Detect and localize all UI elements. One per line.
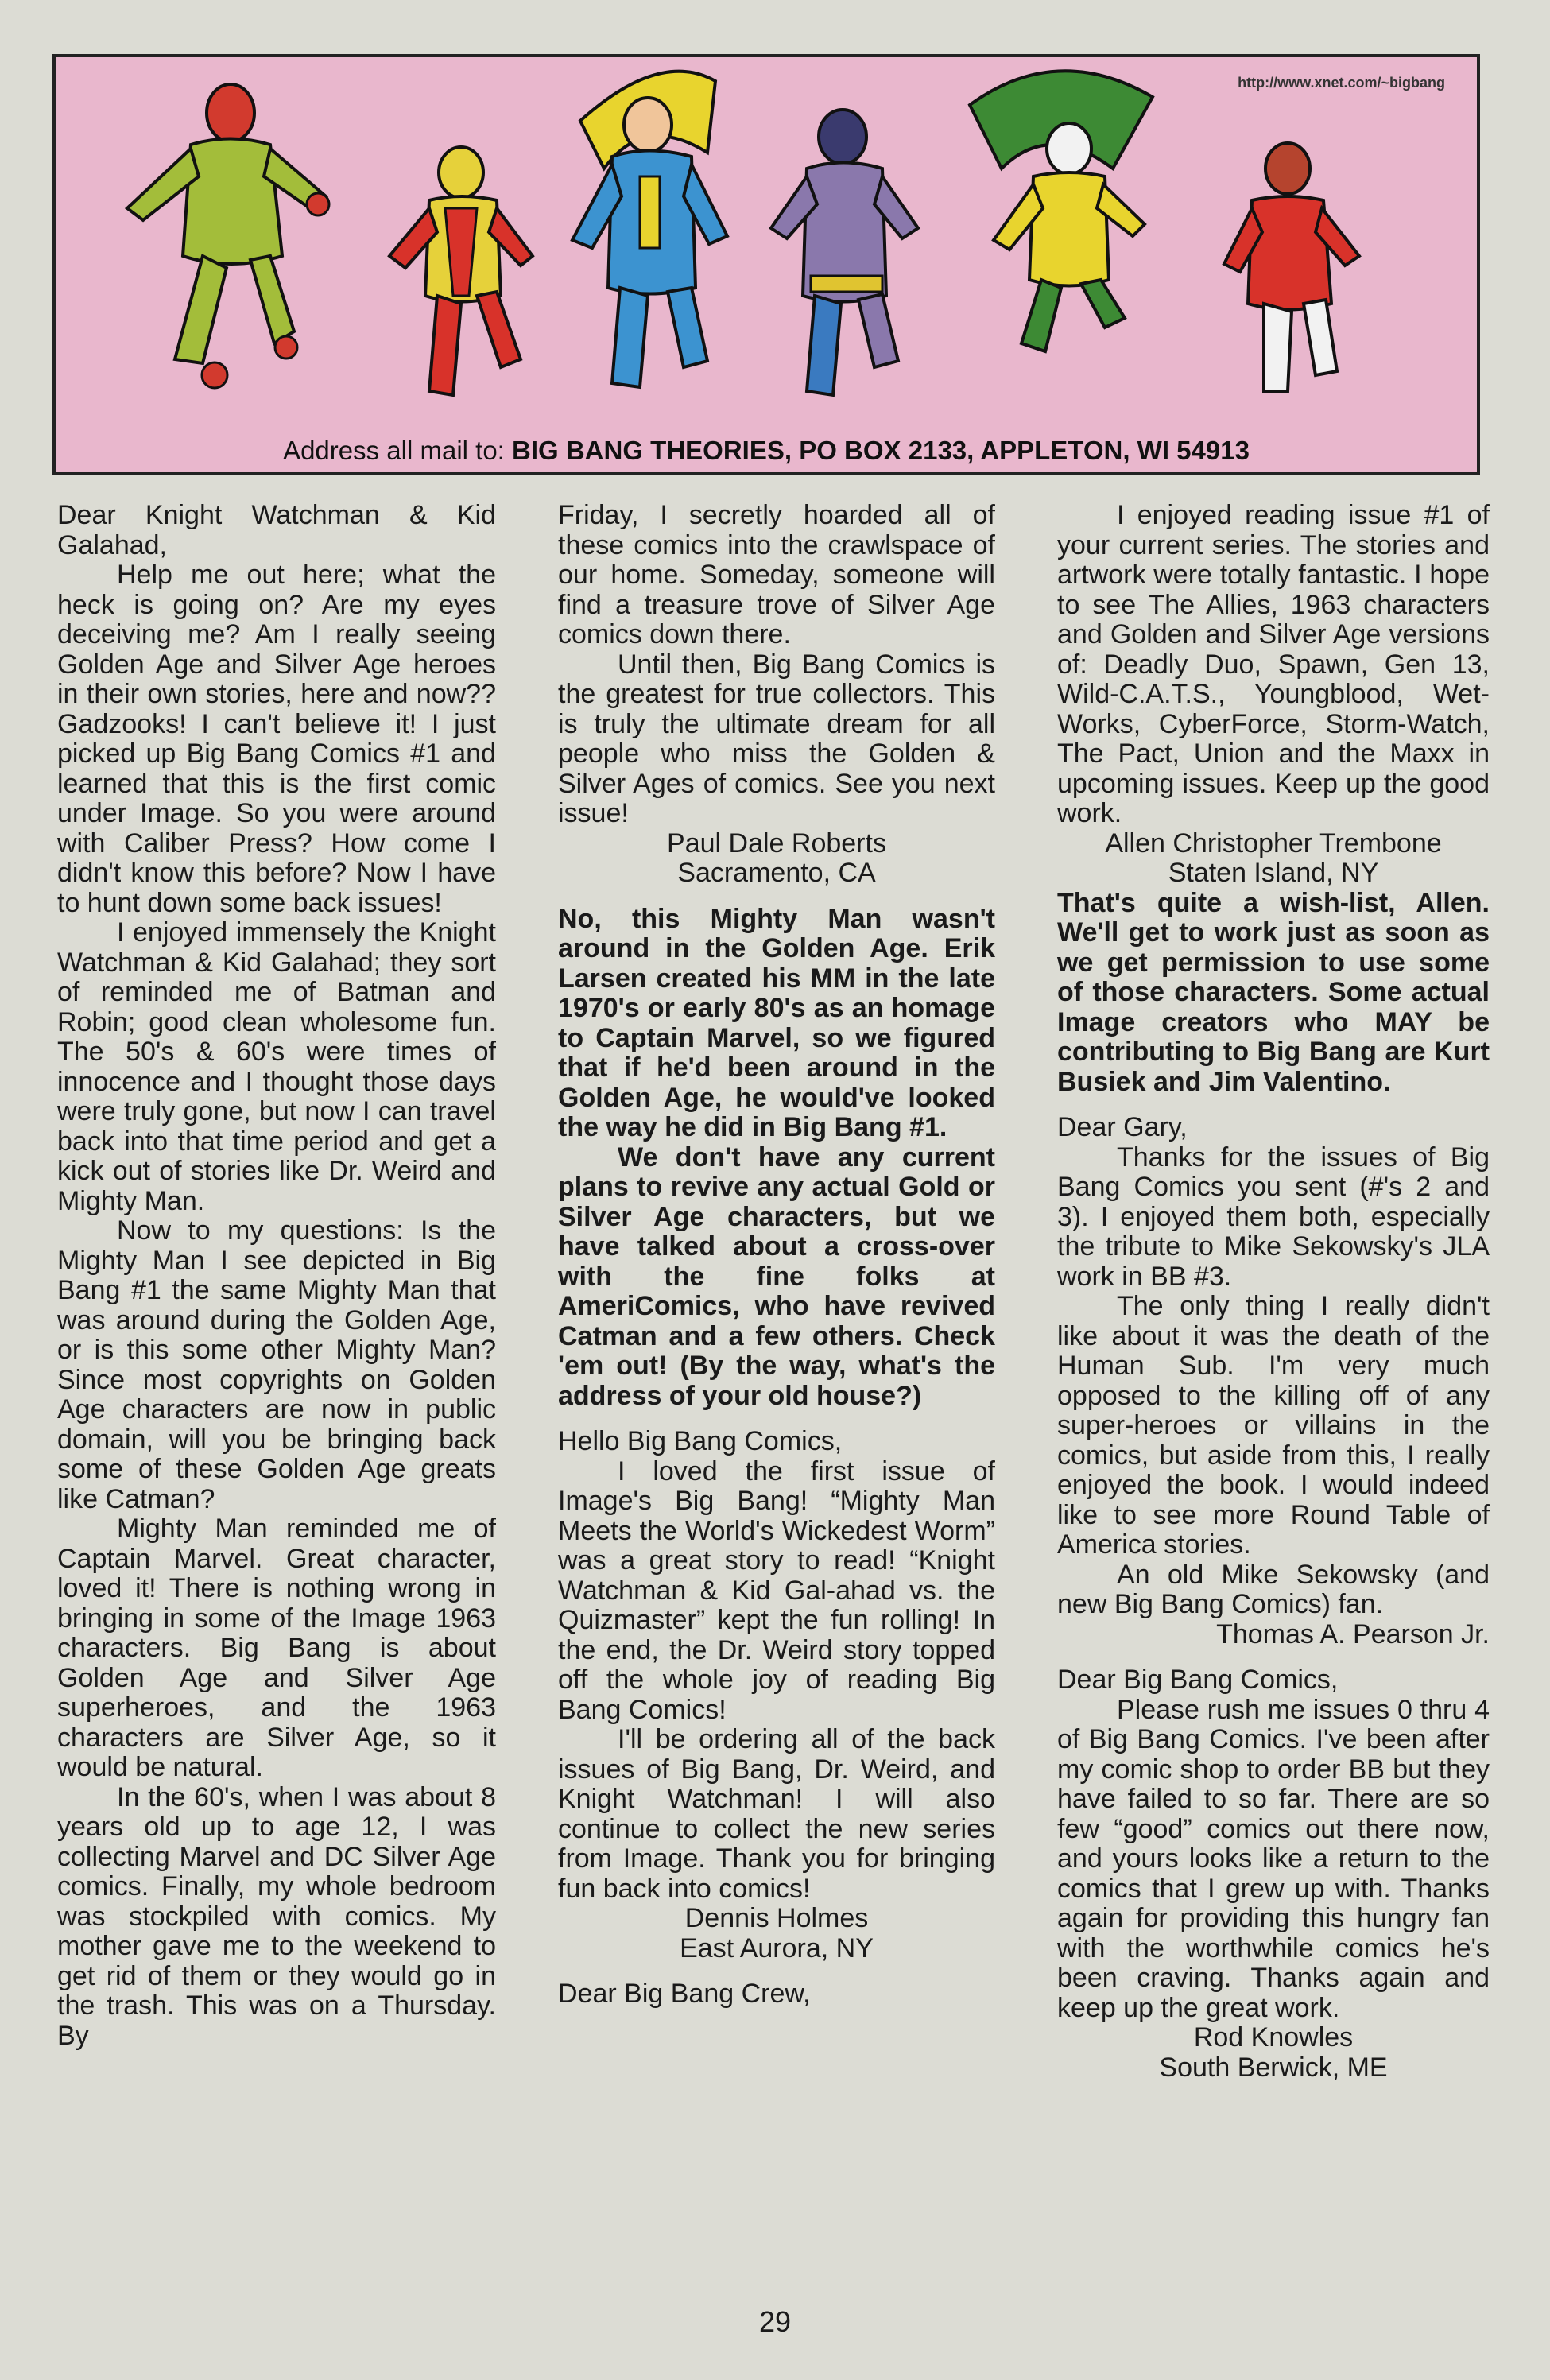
letter-signature: Paul Dale Roberts	[667, 828, 886, 859]
hero-purple-masked	[771, 110, 918, 395]
hero-blue-yellow-cape	[572, 72, 727, 387]
address-label: Address all mail to:	[283, 436, 505, 465]
letter-location: Staten Island, NY	[1168, 858, 1379, 888]
editor-response: No, this Mighty Man wasn't around in the Golden Age. Erik Larsen created his MM in the late 1970's or early 80's as an homage to Captain Marvel, so we figured that if he'd been around in the Golden Age, he would've looked the way he did in Big Bang #1.	[558, 903, 995, 1142]
letter-paragraph: Friday, I secretly hoarded all of these comics into the crawlspace of our home. Someday, someone will find a treasure trove of Silver Age comics down there.	[558, 500, 995, 649]
letter-paragraph: Please rush me issues 0 thru 4 of Big Bang Comics. I've been after my comic shop to order BB but they have failed to so far. There are so few “good” comics out there now, and yours looks like a return to the comics that I grew up with. Thanks again for providing this hungry fan with the worthwhile comics he's been craving. Thanks again and keep up the great work.	[1057, 1694, 1490, 2023]
heroes-illustration	[56, 57, 1477, 407]
letter-location: Sacramento, CA	[677, 858, 876, 888]
banner-url: http://www.xnet.com/~bigbang	[1238, 75, 1445, 91]
letter-signature: Dennis Holmes	[684, 1903, 869, 1933]
page-number: 29	[758, 2305, 792, 2338]
letter-paragraph: Mighty Man reminded me of Captain Marvel. Great character, loved it! There is nothing wrong in bringing in some of the Image 1963 characters. Big Bang is about Golden Age and Silver Age superheroes, and the 1963 characters are Silver Age, so it would be natural.	[57, 1514, 496, 1782]
letter-paragraph: I enjoyed immensely the Knight Watchman & Kid Galahad; they sort of reminded me of Batman and Robin; good clean wholesome fun. The 50's & 60's were times of innocence and I thought those days were truly gone, but now I can travel back into that time period and get a kick out of stories like Dr. Weird and Mighty Man.	[57, 917, 496, 1216]
letter-paragraph: I loved the first issue of Image's Big Bang! “Mighty Man Meets the World's Wickedest Worm” was a great story to read! “Knight Watchman & Kid Gal-ahad vs. the Quizmaster” kept the fun rolling! In the end, the Dr. Weird story topped off the whole joy of reading Big Bang Comics!	[558, 1456, 995, 1725]
letter-salutation: Dear Gary,	[1057, 1112, 1188, 1142]
editor-response: That's quite a wish-list, Allen. We'll get to work just as soon as we get permission to use some of those characters. Some actual Image creators who MAY be contributing to Big Bang are Kurt Busiek and Jim Valentino.	[1057, 887, 1490, 1097]
letters-column-1	[57, 501, 496, 2051]
address-value: BIG BANG THEORIES, PO BOX 2133, APPLETON, WI 54913	[512, 436, 1250, 465]
letter-signature: Rod Knowles	[1193, 2022, 1354, 2052]
letter-salutation: Dear Knight Watchman & Kid Galahad,	[57, 500, 496, 560]
letter-location: South Berwick, ME	[1159, 2052, 1388, 2083]
letter-paragraph: Thanks for the issues of Big Bang Comics you sent (#'s 2 and 3). I enjoyed them both, especially the tribute to Mike Sekowsky's JLA work in BB #3.	[1057, 1142, 1490, 1292]
letter-salutation: Hello Big Bang Comics,	[558, 1426, 843, 1456]
letters-column-3	[1057, 501, 1490, 2083]
letter-paragraph: Until then, Big Bang Comics is the greatest for true collectors. This is truly the ultimate dream for all people who miss the Golden & Silver Ages of comics. See you next issue!	[558, 649, 995, 828]
letters-banner	[52, 54, 1480, 475]
letter-salutation: Dear Big Bang Crew,	[558, 1979, 811, 2009]
letter-signature: Thomas A. Pearson Jr.	[1216, 1618, 1490, 1649]
hero-red-heroine	[1224, 143, 1359, 391]
letter-paragraph: An old Mike Sekowsky (and new Big Bang Comics) fan.	[1057, 1559, 1490, 1619]
letter-signature: Allen Christopher Trembone	[1105, 828, 1442, 859]
letter-salutation: Dear Big Bang Comics,	[1057, 1665, 1339, 1695]
hero-red-yellow	[389, 147, 533, 395]
letter-location: East Aurora, NY	[680, 1932, 874, 1963]
letters-column-2	[558, 501, 995, 2010]
letter-paragraph: Now to my questions: Is the Mighty Man I see depicted in Big Bang #1 the same Mighty Man that was around during the Golden Age, or is this some other Mighty Man? Since most copyrights on Golden Age characters are now in public domain, will you be bringing back some of these Golden Age greats like Catman?	[57, 1215, 496, 1514]
editor-response: We don't have any current plans to revive any actual Gold or Silver Age characters, but we have talked about a cross-over with the fine folks at AmeriComics, who have revived Catman and a few others. Check 'em out! (By the way, what's the address of your old house?)	[558, 1142, 995, 1411]
letter-paragraph: I enjoyed reading issue #1 of your current series. The stories and artwork were totally fantastic. I hope to see The Allies, 1963 characters and Golden and Silver Age versions of: Deadly Duo, Spawn, Gen 13, Wild-C.A.T.S., Youngblood, Wet-Works, CyberForce, Storm-Watch, The Pact, Union and the Maxx in upcoming issues. Keep up the good work.	[1057, 500, 1490, 828]
hero-green-red-hood	[127, 84, 329, 388]
hero-yellow-green-cape	[970, 71, 1153, 351]
letter-paragraph: The only thing I really didn't like about it was the death of the Human Sub. I'm very much opposed to the killing off of any super-heroes or villains in the comics, but aside from this, I really enjoyed the book. I would indeed like to see more Round Table of America stories.	[1057, 1291, 1490, 1560]
mailing-address	[56, 436, 1477, 466]
letter-paragraph: I'll be ordering all of the back issues of Big Bang, Dr. Weird, and Knight Watchman! I will also continue to collect the new series from Image. Thank you for bringing fun back into comics!	[558, 1724, 995, 1904]
letter-paragraph: Help me out here; what the heck is going on? Are my eyes deceiving me? Am I really seeing Golden Age and Silver Age heroes in their own stories, here and now?? Gadzooks! I can't believe it! I just picked up Big Bang Comics #1 and learned that this is the first comic under Image. So you were around with Caliber Press? How come I didn't know this before? Now I have to hunt down some back issues!	[57, 560, 496, 918]
letter-paragraph: In the 60's, when I was about 8 years old up to age 12, I was collecting Marvel and DC Silver Age comics. Finally, my whole bedroom was stockpiled with comics. My mother gave me to the weekend to get rid of them or they would go in the trash. This was on a Thursday. By	[57, 1781, 496, 2051]
